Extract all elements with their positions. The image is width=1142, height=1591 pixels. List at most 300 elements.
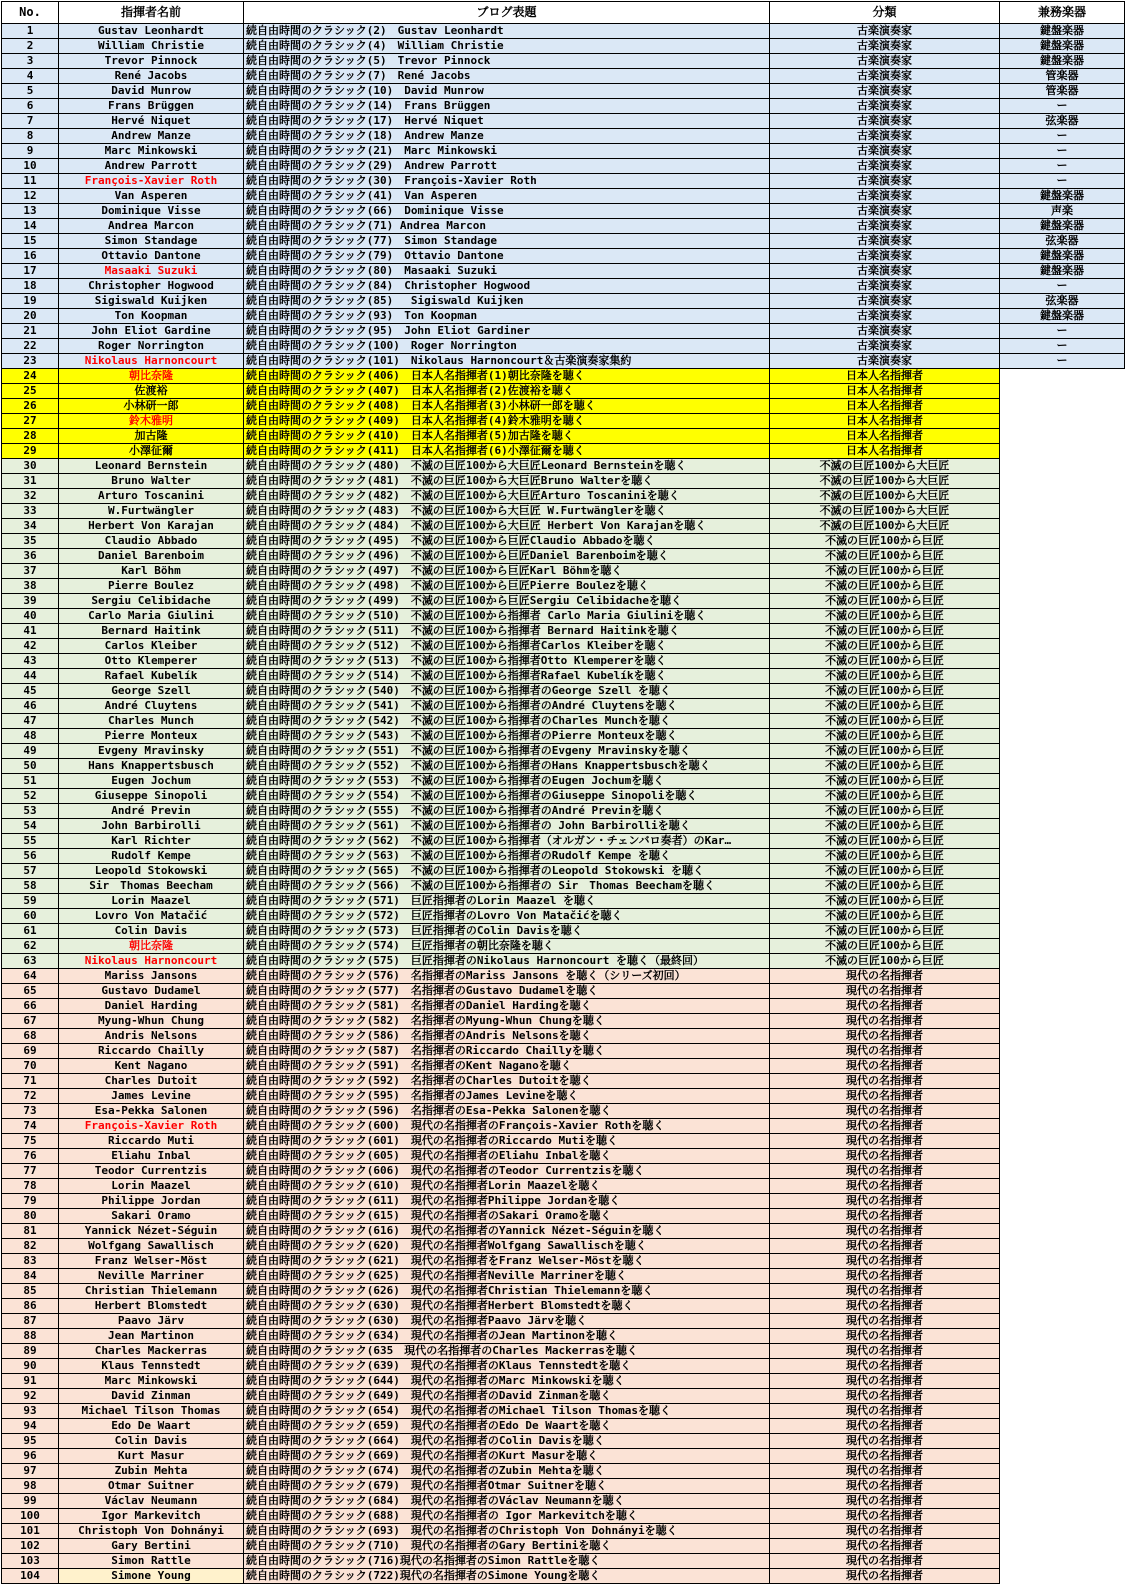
- cell-no: 16: [2, 249, 59, 264]
- cell-instrument: [1000, 1044, 1125, 1059]
- cell-blog-title: 続自由時間のクラシック(649) 現代の名指揮者のDavid Zinmanを聴く: [244, 1389, 770, 1404]
- cell-instrument: [1000, 1419, 1125, 1434]
- table-row: [2, 1224, 1125, 1239]
- table-row: [2, 1524, 1125, 1539]
- cell-instrument: [1000, 1059, 1125, 1074]
- table-row: [2, 219, 1125, 234]
- cell-no: 43: [2, 654, 59, 669]
- cell-blog-title: 続自由時間のクラシック(41) Van Asperen: [244, 189, 770, 204]
- cell-instrument: [1000, 549, 1125, 564]
- cell-no: 65: [2, 984, 59, 999]
- cell-instrument: ー: [1000, 354, 1125, 369]
- cell-blog-title: 続自由時間のクラシック(407) 日本人名指揮者(2)佐渡裕を聴く: [244, 384, 770, 399]
- cell-blog-title: 続自由時間のクラシック(626) 現代の名指揮者Christian Thielemannを聴く: [244, 1284, 770, 1299]
- cell-conductor-name: Andrea Marcon: [59, 219, 244, 234]
- cell-no: 86: [2, 1299, 59, 1314]
- cell-blog-title: 続自由時間のクラシック(606) 現代の名指揮者のTeodor Currentzisを聴く: [244, 1164, 770, 1179]
- cell-instrument: [1000, 729, 1125, 744]
- cell-category: 日本人名指揮者: [770, 369, 1000, 384]
- cell-conductor-name: Andris Nelsons: [59, 1029, 244, 1044]
- cell-blog-title: 続自由時間のクラシック(497) 不滅の巨匠100から巨匠Karl Böhmを聴く: [244, 564, 770, 579]
- cell-blog-title: 続自由時間のクラシック(484) 不滅の巨匠100から大巨匠 Herbert Von Karajanを聴く: [244, 519, 770, 534]
- table-row: [2, 414, 1125, 429]
- cell-blog-title: 続自由時間のクラシック(722)現代の名指揮者のSimone Youngを聴く: [244, 1569, 770, 1584]
- cell-instrument: [1000, 864, 1125, 879]
- cell-conductor-name: John Eliot Gardine: [59, 324, 244, 339]
- table-row: [2, 234, 1125, 249]
- cell-category: 現代の名指揮者: [770, 1449, 1000, 1464]
- table-row: [2, 249, 1125, 264]
- cell-no: 28: [2, 429, 59, 444]
- table-row: [2, 1389, 1125, 1404]
- table-row: [2, 324, 1125, 339]
- cell-instrument: [1000, 1464, 1125, 1479]
- cell-category: 現代の名指揮者: [770, 969, 1000, 984]
- cell-category: 古楽演奏家: [770, 354, 1000, 369]
- cell-category: 古楽演奏家: [770, 144, 1000, 159]
- table-row: [2, 834, 1125, 849]
- cell-instrument: [1000, 624, 1125, 639]
- cell-blog-title: 続自由時間のクラシック(630) 現代の名指揮者Paavo Järvを聴く: [244, 1314, 770, 1329]
- table-row: [2, 549, 1125, 564]
- cell-category: 不滅の巨匠100から巨匠: [770, 774, 1000, 789]
- header-no: No.: [2, 2, 59, 24]
- cell-instrument: [1000, 1029, 1125, 1044]
- cell-no: 3: [2, 54, 59, 69]
- cell-no: 12: [2, 189, 59, 204]
- cell-no: 93: [2, 1404, 59, 1419]
- cell-conductor-name: Herbert Von Karajan: [59, 519, 244, 534]
- table-row: [2, 144, 1125, 159]
- cell-blog-title: 続自由時間のクラシック(688) 現代の名指揮者の Igor Markevitchを聴く: [244, 1509, 770, 1524]
- cell-blog-title: 続自由時間のクラシック(21) Marc Minkowski: [244, 144, 770, 159]
- cell-conductor-name: 鈴木雅明: [59, 414, 244, 429]
- cell-blog-title: 続自由時間のクラシック(596) 名指揮者のEsa-Pekka Salonenを聴く: [244, 1104, 770, 1119]
- cell-instrument: [1000, 1494, 1125, 1509]
- cell-category: 現代の名指揮者: [770, 1419, 1000, 1434]
- cell-category: 不滅の巨匠100から巨匠: [770, 699, 1000, 714]
- cell-category: 現代の名指揮者: [770, 1239, 1000, 1254]
- cell-blog-title: 続自由時間のクラシック(581) 名指揮者のDaniel Hardingを聴く: [244, 999, 770, 1014]
- table-row: [2, 774, 1125, 789]
- cell-conductor-name: Simone Young: [59, 1569, 244, 1584]
- cell-no: 70: [2, 1059, 59, 1074]
- cell-instrument: [1000, 819, 1125, 834]
- cell-conductor-name: François-Xavier Roth: [59, 1119, 244, 1134]
- table-row: [2, 1254, 1125, 1269]
- cell-conductor-name: Pierre Monteux: [59, 729, 244, 744]
- cell-instrument: [1000, 579, 1125, 594]
- cell-no: 84: [2, 1269, 59, 1284]
- cell-no: 55: [2, 834, 59, 849]
- cell-blog-title: 続自由時間のクラシック(600) 現代の名指揮者のFrançois-Xavier Rothを聴く: [244, 1119, 770, 1134]
- cell-category: 不滅の巨匠100から巨匠: [770, 759, 1000, 774]
- cell-conductor-name: Rudolf Kempe: [59, 849, 244, 864]
- cell-conductor-name: Colin Davis: [59, 924, 244, 939]
- cell-instrument: ー: [1000, 144, 1125, 159]
- table-row: [2, 1329, 1125, 1344]
- cell-category: 不滅の巨匠100から巨匠: [770, 594, 1000, 609]
- cell-blog-title: 続自由時間のクラシック(561) 不滅の巨匠100から指揮者の John Barbirolliを聴く: [244, 819, 770, 834]
- cell-no: 88: [2, 1329, 59, 1344]
- cell-blog-title: 続自由時間のクラシック(620) 現代の名指揮者Wolfgang Sawallischを聴く: [244, 1239, 770, 1254]
- table-row: [2, 159, 1125, 174]
- cell-no: 95: [2, 1434, 59, 1449]
- table-row: [2, 1494, 1125, 1509]
- cell-instrument: 鍵盤楽器: [1000, 189, 1125, 204]
- cell-blog-title: 続自由時間のクラシック(542) 不滅の巨匠100から指揮者のCharles Munchを聴く: [244, 714, 770, 729]
- cell-category: 不滅の巨匠100から巨匠: [770, 849, 1000, 864]
- cell-conductor-name: Sir Thomas Beecham: [59, 879, 244, 894]
- cell-conductor-name: Teodor Currentzis: [59, 1164, 244, 1179]
- cell-blog-title: 続自由時間のクラシック(586) 名指揮者のAndris Nelsonsを聴く: [244, 1029, 770, 1044]
- cell-no: 39: [2, 594, 59, 609]
- cell-conductor-name: George Szell: [59, 684, 244, 699]
- cell-blog-title: 続自由時間のクラシック(499) 不滅の巨匠100から巨匠Sergiu Celibidacheを聴く: [244, 594, 770, 609]
- cell-category: 不滅の巨匠100から巨匠: [770, 639, 1000, 654]
- cell-conductor-name: Simon Rattle: [59, 1554, 244, 1569]
- cell-no: 100: [2, 1509, 59, 1524]
- cell-blog-title: 続自由時間のクラシック(582) 名指揮者のMyung-Whun Chungを聴く: [244, 1014, 770, 1029]
- cell-blog-title: 続自由時間のクラシック(411) 日本人名指揮者(6)小澤征爾を聴く: [244, 444, 770, 459]
- cell-blog-title: 続自由時間のクラシック(693) 現代の名指揮者のChristoph Von Dohnányiを聴く: [244, 1524, 770, 1539]
- table-row: [2, 459, 1125, 474]
- table-row: [2, 264, 1125, 279]
- cell-conductor-name: James Levine: [59, 1089, 244, 1104]
- cell-instrument: 弦楽器: [1000, 114, 1125, 129]
- cell-category: 古楽演奏家: [770, 294, 1000, 309]
- table-row: [2, 1314, 1125, 1329]
- cell-instrument: ー: [1000, 174, 1125, 189]
- cell-blog-title: 続自由時間のクラシック(498) 不滅の巨匠100から巨匠Pierre Boulezを聴く: [244, 579, 770, 594]
- cell-instrument: ー: [1000, 99, 1125, 114]
- cell-blog-title: 続自由時間のクラシック(66) Dominique Visse: [244, 204, 770, 219]
- cell-blog-title: 続自由時間のクラシック(605) 現代の名指揮者のEliahu Inbalを聴く: [244, 1149, 770, 1164]
- cell-category: 現代の名指揮者: [770, 1209, 1000, 1224]
- cell-category: 現代の名指揮者: [770, 1029, 1000, 1044]
- table-row: [2, 504, 1125, 519]
- cell-instrument: [1000, 744, 1125, 759]
- cell-blog-title: 続自由時間のクラシック(101) Nikolaus Harnoncourt＆古楽演奏家集約: [244, 354, 770, 369]
- table-row: [2, 564, 1125, 579]
- table-row: [2, 294, 1125, 309]
- table-row: [2, 924, 1125, 939]
- cell-instrument: [1000, 804, 1125, 819]
- cell-instrument: [1000, 609, 1125, 624]
- cell-category: 日本人名指揮者: [770, 384, 1000, 399]
- table-row: [2, 969, 1125, 984]
- table-row: [2, 744, 1125, 759]
- table-row: [2, 69, 1125, 84]
- table-row: [2, 1539, 1125, 1554]
- cell-no: 82: [2, 1239, 59, 1254]
- cell-no: 98: [2, 1479, 59, 1494]
- cell-instrument: [1000, 519, 1125, 534]
- cell-no: 31: [2, 474, 59, 489]
- table-row: [2, 1209, 1125, 1224]
- table-row: [2, 1089, 1125, 1104]
- cell-conductor-name: Gustavo Dudamel: [59, 984, 244, 999]
- cell-conductor-name: David Munrow: [59, 84, 244, 99]
- cell-blog-title: 続自由時間のクラシック(17) Hervé Niquet: [244, 114, 770, 129]
- table-row: [2, 954, 1125, 969]
- cell-conductor-name: Nikolaus Harnoncourt: [59, 954, 244, 969]
- cell-blog-title: 続自由時間のクラシック(576) 名指揮者のMariss Jansons を聴く（シリーズ初回）: [244, 969, 770, 984]
- cell-conductor-name: Bruno Walter: [59, 474, 244, 489]
- cell-instrument: [1000, 669, 1125, 684]
- cell-category: 現代の名指揮者: [770, 1089, 1000, 1104]
- cell-conductor-name: Sigiswald Kuijken: [59, 294, 244, 309]
- table-row: [2, 864, 1125, 879]
- table-row: [2, 1569, 1125, 1584]
- cell-instrument: [1000, 1149, 1125, 1164]
- cell-instrument: [1000, 1404, 1125, 1419]
- cell-blog-title: 続自由時間のクラシック(621) 現代の名指揮者をFranz Welser-Möstを聴く: [244, 1254, 770, 1269]
- cell-category: 現代の名指揮者: [770, 1074, 1000, 1089]
- header-category: 分類: [770, 2, 1000, 24]
- table-row: [2, 729, 1125, 744]
- cell-category: 日本人名指揮者: [770, 414, 1000, 429]
- cell-category: 現代の名指揮者: [770, 984, 1000, 999]
- table-row: [2, 1239, 1125, 1254]
- cell-category: 不滅の巨匠100から巨匠: [770, 714, 1000, 729]
- cell-blog-title: 続自由時間のクラシック(587) 名指揮者のRiccardo Chaillyを聴く: [244, 1044, 770, 1059]
- cell-no: 41: [2, 624, 59, 639]
- cell-category: 現代の名指揮者: [770, 1059, 1000, 1074]
- cell-instrument: [1000, 1284, 1125, 1299]
- cell-category: 不滅の巨匠100から巨匠: [770, 924, 1000, 939]
- cell-no: 51: [2, 774, 59, 789]
- cell-category: 不滅の巨匠100から巨匠: [770, 744, 1000, 759]
- cell-conductor-name: Jean Martinon: [59, 1329, 244, 1344]
- cell-blog-title: 続自由時間のクラシック(669) 現代の名指揮者のKurt Masurを聴く: [244, 1449, 770, 1464]
- cell-blog-title: 続自由時間のクラシック(571) 巨匠指揮者のLorin Maazel を聴く: [244, 894, 770, 909]
- cell-no: 60: [2, 909, 59, 924]
- cell-category: 古楽演奏家: [770, 204, 1000, 219]
- cell-blog-title: 続自由時間のクラシック(555) 不滅の巨匠100から指揮者のAndré Previnを聴く: [244, 804, 770, 819]
- cell-blog-title: 続自由時間のクラシック(616) 現代の名指揮者のYannick Nézet-Séguinを聴く: [244, 1224, 770, 1239]
- cell-no: 5: [2, 84, 59, 99]
- cell-instrument: [1000, 954, 1125, 969]
- cell-no: 102: [2, 1539, 59, 1554]
- table-row: [2, 714, 1125, 729]
- cell-no: 53: [2, 804, 59, 819]
- cell-no: 78: [2, 1179, 59, 1194]
- cell-conductor-name: Carlos Kleiber: [59, 639, 244, 654]
- cell-category: 現代の名指揮者: [770, 1509, 1000, 1524]
- cell-no: 8: [2, 129, 59, 144]
- cell-no: 101: [2, 1524, 59, 1539]
- cell-blog-title: 続自由時間のクラシック(563) 不滅の巨匠100から指揮者のRudolf Kempe を聴く: [244, 849, 770, 864]
- cell-blog-title: 続自由時間のクラシック(512) 不滅の巨匠100から指揮者Carlos Kleiberを聴く: [244, 639, 770, 654]
- cell-category: 現代の名指揮者: [770, 1299, 1000, 1314]
- cell-category: 現代の名指揮者: [770, 999, 1000, 1014]
- cell-blog-title: 続自由時間のクラシック(93) Ton Koopman: [244, 309, 770, 324]
- cell-no: 25: [2, 384, 59, 399]
- cell-conductor-name: Leopold Stokowski: [59, 864, 244, 879]
- cell-instrument: [1000, 1509, 1125, 1524]
- table-row: [2, 819, 1125, 834]
- cell-instrument: [1000, 879, 1125, 894]
- cell-category: 不滅の巨匠100から巨匠: [770, 834, 1000, 849]
- table-row: [2, 939, 1125, 954]
- cell-instrument: 声楽: [1000, 204, 1125, 219]
- table-row: [2, 1179, 1125, 1194]
- cell-category: 不滅の巨匠100から巨匠: [770, 909, 1000, 924]
- table-row: [2, 879, 1125, 894]
- cell-no: 6: [2, 99, 59, 114]
- cell-category: 現代の名指揮者: [770, 1014, 1000, 1029]
- cell-blog-title: 続自由時間のクラシック(615) 現代の名指揮者のSakari Oramoを聴く: [244, 1209, 770, 1224]
- cell-category: 現代の名指揮者: [770, 1254, 1000, 1269]
- cell-conductor-name: Andrew Parrott: [59, 159, 244, 174]
- cell-conductor-name: Bernard Haitink: [59, 624, 244, 639]
- cell-blog-title: 続自由時間のクラシック(639) 現代の名指揮者のKlaus Tennstedtを聴く: [244, 1359, 770, 1374]
- cell-blog-title: 続自由時間のクラシック(577) 名指揮者のGustavo Dudamelを聴く: [244, 984, 770, 999]
- cell-instrument: [1000, 699, 1125, 714]
- cell-conductor-name: 加古隆: [59, 429, 244, 444]
- cell-instrument: [1000, 1344, 1125, 1359]
- cell-instrument: [1000, 924, 1125, 939]
- cell-conductor-name: Paavo Järv: [59, 1314, 244, 1329]
- table-row: [2, 1029, 1125, 1044]
- cell-category: 不滅の巨匠100から巨匠: [770, 789, 1000, 804]
- table-row: [2, 474, 1125, 489]
- cell-no: 22: [2, 339, 59, 354]
- table-row: [2, 39, 1125, 54]
- cell-blog-title: 続自由時間のクラシック(551) 不滅の巨匠100から指揮者のEvgeny Mravinskyを聴く: [244, 744, 770, 759]
- cell-instrument: [1000, 1569, 1125, 1584]
- cell-no: 34: [2, 519, 59, 534]
- table-row: [2, 444, 1125, 459]
- cell-no: 7: [2, 114, 59, 129]
- table-row: [2, 1509, 1125, 1524]
- cell-blog-title: 続自由時間のクラシック(513) 不滅の巨匠100から指揮者Otto Klempererを聴く: [244, 654, 770, 669]
- cell-instrument: [1000, 534, 1125, 549]
- cell-category: 日本人名指揮者: [770, 399, 1000, 414]
- table-row: [2, 1164, 1125, 1179]
- cell-category: 古楽演奏家: [770, 264, 1000, 279]
- cell-category: 不滅の巨匠100から巨匠: [770, 954, 1000, 969]
- cell-blog-title: 続自由時間のクラシック(573) 巨匠指揮者のColin Davisを聴く: [244, 924, 770, 939]
- cell-no: 44: [2, 669, 59, 684]
- cell-category: 不滅の巨匠100から巨匠: [770, 534, 1000, 549]
- cell-category: 現代の名指揮者: [770, 1344, 1000, 1359]
- cell-conductor-name: Rafael Kubelík: [59, 669, 244, 684]
- cell-blog-title: 続自由時間のクラシック(574) 巨匠指揮者の朝比奈隆を聴く: [244, 939, 770, 954]
- cell-no: 38: [2, 579, 59, 594]
- cell-conductor-name: 朝比奈隆: [59, 939, 244, 954]
- cell-conductor-name: Wolfgang Sawallisch: [59, 1239, 244, 1254]
- cell-conductor-name: Simon Standage: [59, 234, 244, 249]
- cell-category: 現代の名指揮者: [770, 1104, 1000, 1119]
- cell-conductor-name: Hans Knappertsbusch: [59, 759, 244, 774]
- cell-category: 古楽演奏家: [770, 339, 1000, 354]
- cell-instrument: 鍵盤楽器: [1000, 249, 1125, 264]
- cell-conductor-name: André Cluytens: [59, 699, 244, 714]
- table-row: [2, 354, 1125, 369]
- cell-blog-title: 続自由時間のクラシック(710) 現代の名指揮者のGary Bertiniを聴く: [244, 1539, 770, 1554]
- cell-no: 99: [2, 1494, 59, 1509]
- cell-conductor-name: Leonard Bernstein: [59, 459, 244, 474]
- table-row: [2, 1344, 1125, 1359]
- cell-blog-title: 続自由時間のクラシック(659) 現代の名指揮者のEdo De Waartを聴く: [244, 1419, 770, 1434]
- cell-instrument: [1000, 414, 1125, 429]
- cell-no: 9: [2, 144, 59, 159]
- cell-instrument: 鍵盤楽器: [1000, 264, 1125, 279]
- cell-instrument: [1000, 1074, 1125, 1089]
- table-row: [2, 849, 1125, 864]
- table-row: [2, 624, 1125, 639]
- cell-category: 現代の名指揮者: [770, 1434, 1000, 1449]
- cell-no: 14: [2, 219, 59, 234]
- cell-blog-title: 続自由時間のクラシック(95) John Eliot Gardiner: [244, 324, 770, 339]
- cell-blog-title: 続自由時間のクラシック(543) 不滅の巨匠100から指揮者のPierre Monteuxを聴く: [244, 729, 770, 744]
- cell-category: 不滅の巨匠100から巨匠: [770, 819, 1000, 834]
- cell-no: 61: [2, 924, 59, 939]
- cell-instrument: [1000, 1014, 1125, 1029]
- cell-conductor-name: 佐渡裕: [59, 384, 244, 399]
- table-row: [2, 84, 1125, 99]
- cell-instrument: 管楽器: [1000, 69, 1125, 84]
- cell-instrument: [1000, 444, 1125, 459]
- cell-instrument: 鍵盤楽器: [1000, 219, 1125, 234]
- table-row: [2, 1464, 1125, 1479]
- cell-no: 10: [2, 159, 59, 174]
- cell-category: 日本人名指揮者: [770, 429, 1000, 444]
- cell-category: 不滅の巨匠100から大巨匠: [770, 519, 1000, 534]
- cell-conductor-name: Karl Richter: [59, 834, 244, 849]
- cell-category: 古楽演奏家: [770, 234, 1000, 249]
- cell-no: 91: [2, 1374, 59, 1389]
- cell-no: 81: [2, 1224, 59, 1239]
- cell-conductor-name: Sergiu Celibidache: [59, 594, 244, 609]
- conductor-table: [1, 1, 1125, 1584]
- cell-category: 不滅の巨匠100から巨匠: [770, 729, 1000, 744]
- cell-instrument: [1000, 1194, 1125, 1209]
- cell-no: 24: [2, 369, 59, 384]
- cell-instrument: [1000, 1224, 1125, 1239]
- cell-instrument: [1000, 1269, 1125, 1284]
- cell-conductor-name: Daniel Barenboim: [59, 549, 244, 564]
- table-row: [2, 519, 1125, 534]
- cell-category: 現代の名指揮者: [770, 1494, 1000, 1509]
- cell-category: 現代の名指揮者: [770, 1284, 1000, 1299]
- cell-no: 97: [2, 1464, 59, 1479]
- table-row: [2, 189, 1125, 204]
- cell-no: 40: [2, 609, 59, 624]
- cell-no: 68: [2, 1029, 59, 1044]
- cell-blog-title: 続自由時間のクラシック(409) 日本人名指揮者(4)鈴木雅明を聴く: [244, 414, 770, 429]
- cell-category: 不滅の巨匠100から巨匠: [770, 624, 1000, 639]
- table-row: [2, 429, 1125, 444]
- cell-category: 古楽演奏家: [770, 84, 1000, 99]
- cell-category: 不滅の巨匠100から大巨匠: [770, 489, 1000, 504]
- cell-no: 72: [2, 1089, 59, 1104]
- cell-conductor-name: Kurt Masur: [59, 1449, 244, 1464]
- cell-instrument: [1000, 894, 1125, 909]
- cell-blog-title: 続自由時間のクラシック(510) 不滅の巨匠100から指揮者 Carlo Maria Giuliniを聴く: [244, 609, 770, 624]
- cell-category: 古楽演奏家: [770, 309, 1000, 324]
- cell-conductor-name: Andrew Manze: [59, 129, 244, 144]
- table-row: [2, 174, 1125, 189]
- cell-instrument: [1000, 459, 1125, 474]
- cell-conductor-name: Christopher Hogwood: [59, 279, 244, 294]
- cell-conductor-name: Riccardo Muti: [59, 1134, 244, 1149]
- cell-conductor-name: Trevor Pinnock: [59, 54, 244, 69]
- cell-category: 現代の名指揮者: [770, 1224, 1000, 1239]
- cell-instrument: [1000, 1299, 1125, 1314]
